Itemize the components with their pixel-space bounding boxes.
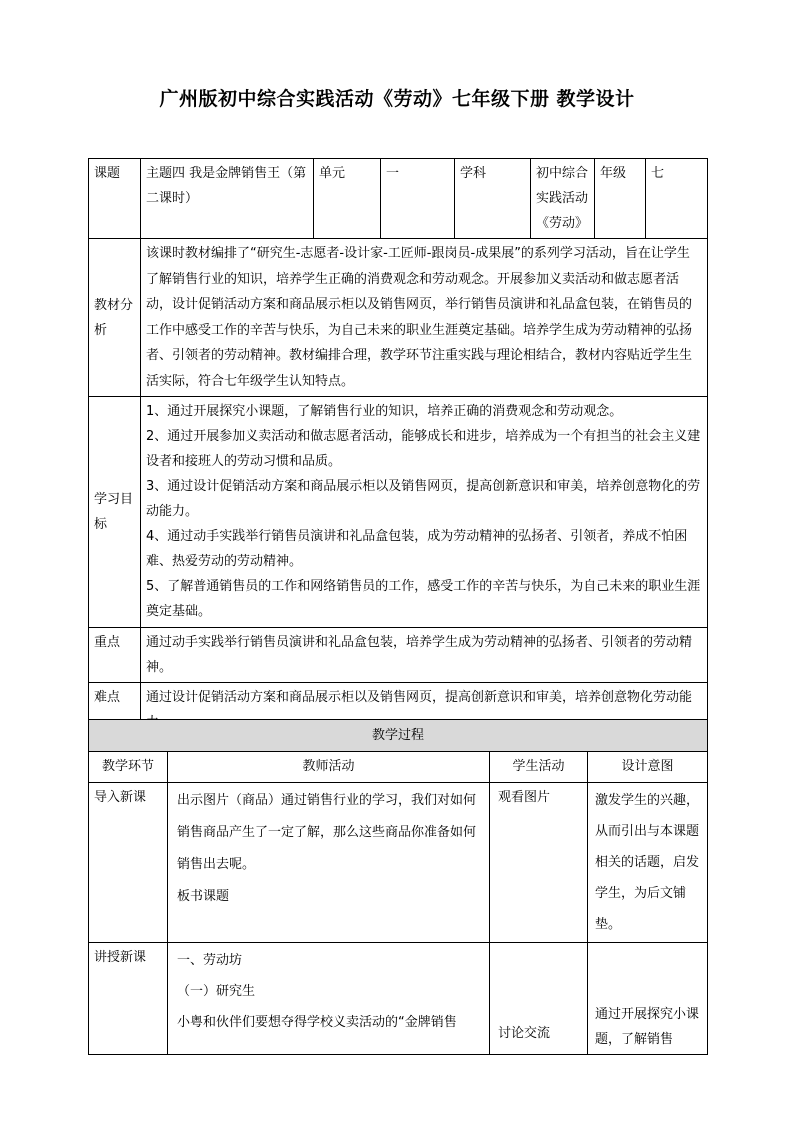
unit-label: 单元 [314, 159, 381, 239]
column-header: 教学环节 [89, 752, 168, 783]
design-intent-cell: 激发学生的兴趣，从而引出与本课题相关的话题，启发学生，为后文铺垫。 [588, 783, 708, 943]
student-activity-cell: 观看图片 [490, 783, 588, 943]
goals-label: 学习目标 [89, 397, 141, 628]
column-header: 教师活动 [168, 752, 490, 783]
topic-row [89, 159, 708, 239]
key-point-row [89, 628, 708, 683]
process-heading-row [89, 720, 708, 752]
teacher-activity-paragraph: 一、劳动坊 [177, 953, 243, 968]
page-title: 广州版初中综合实践活动《劳动》七年级下册 教学设计 [159, 88, 635, 110]
stage-cell: 讲授新课 [89, 943, 168, 1055]
subject-value: 初中综合实践活动《劳动》 [531, 159, 595, 239]
grade-value: 七 [646, 159, 708, 239]
column-header: 设计意图 [588, 752, 708, 783]
goals-row [89, 397, 708, 628]
difficulty-text: 通过设计促销活动方案和商品展示柜以及销售网页，提高创新意识和审美，培养创意物化劳动能 [141, 683, 708, 738]
analysis-label: 教材分析 [89, 239, 141, 397]
grade-label: 年级 [595, 159, 646, 239]
teacher-activity-paragraph: 出示图片（商品）通过销售行业的学习，我们对如何销售商品产生了一定了解，那么这些商品你准备如何销售出去呢。 [177, 793, 477, 872]
key-point-text: 通过动手实践举行销售员演讲和礼品盒包装，培养学生成为劳动精神的弘扬者、引领者的劳动精神。 [141, 628, 708, 683]
teaching-process-table [88, 719, 708, 1055]
topic-value: 主题四 我是金牌销售王（第二课时） [141, 159, 314, 239]
design-intent-cell: 通过开展探究小课题，了解销售 [588, 943, 708, 1055]
teacher-activity-paragraph: （一）研究生 [177, 984, 256, 999]
goals-list [141, 397, 708, 628]
goal-item: 5、了解普通销售员的工作和网络销售员的工作，感受工作的辛苦与快乐，为自己未来的职业生涯奠定基础。 [146, 579, 701, 619]
key-point-label: 重点 [89, 628, 141, 683]
process-column-header-row [89, 752, 708, 783]
teacher-activity-paragraph: 板书课题 [177, 889, 230, 904]
teacher-activity-cell [168, 783, 490, 943]
topic-label: 课题 [89, 159, 141, 239]
table-row [89, 943, 708, 1055]
unit-value: 一 [381, 159, 455, 239]
stage-cell: 导入新课 [89, 783, 168, 943]
column-header: 学生活动 [490, 752, 588, 783]
analysis-row [89, 239, 708, 397]
analysis-text: 该课时教材编排了“研究生-志愿者-设计家-工匠师-跟岗员-成果展”的系列学习活动，旨在让学生了解销售行业的知识，培养学生正确的消费观念和劳动观念。开展参加义卖活动和做志愿者活动，设计促销活动方案和商品展示柜以及销售网页，举行销售员演讲和礼品盒包装，在销售员的工作中感受工作的辛苦与快乐，为自己未来的职业生涯奠定基础。培养学生成为劳动精神的弘扬者、引领者的劳动精神。教材编排合理，教学环节注重实践与理论相结合，教材内容贴近学生生活实际，符合七年级学生认知特点。 [141, 239, 708, 397]
goal-item: 1、通过开展探究小课题，了解销售行业的知识，培养正确的消费观念和劳动观念。 [146, 404, 623, 419]
difficulty-label: 难点 [89, 683, 141, 738]
table-row [89, 783, 708, 943]
process-heading: 教学过程 [89, 720, 708, 752]
goal-item: 2、通过开展参加义卖活动和做志愿者活动，能够成长和进步，培养成为一个有担当的社会主义建设者和接班人的劳动习惯和品质。 [146, 429, 701, 469]
subject-label: 学科 [455, 159, 531, 239]
student-activity-cell: 讨论交流 [490, 943, 588, 1055]
teacher-activity-cell [168, 943, 490, 1055]
teacher-activity-paragraph: 小粤和伙伴们要想夺得学校义卖活动的“金牌销售 [177, 1015, 457, 1030]
lesson-info-table [88, 158, 708, 738]
goal-item: 3、通过设计促销活动方案和商品展示柜以及销售网页，提高创新意识和审美，培养创意物化的劳动能力。 [146, 479, 701, 519]
goal-item: 4、通过动手实践举行销售员演讲和礼品盒包装，成为劳动精神的弘扬者、引领者，养成不怕困难、热爱劳动的劳动精神。 [146, 529, 688, 569]
